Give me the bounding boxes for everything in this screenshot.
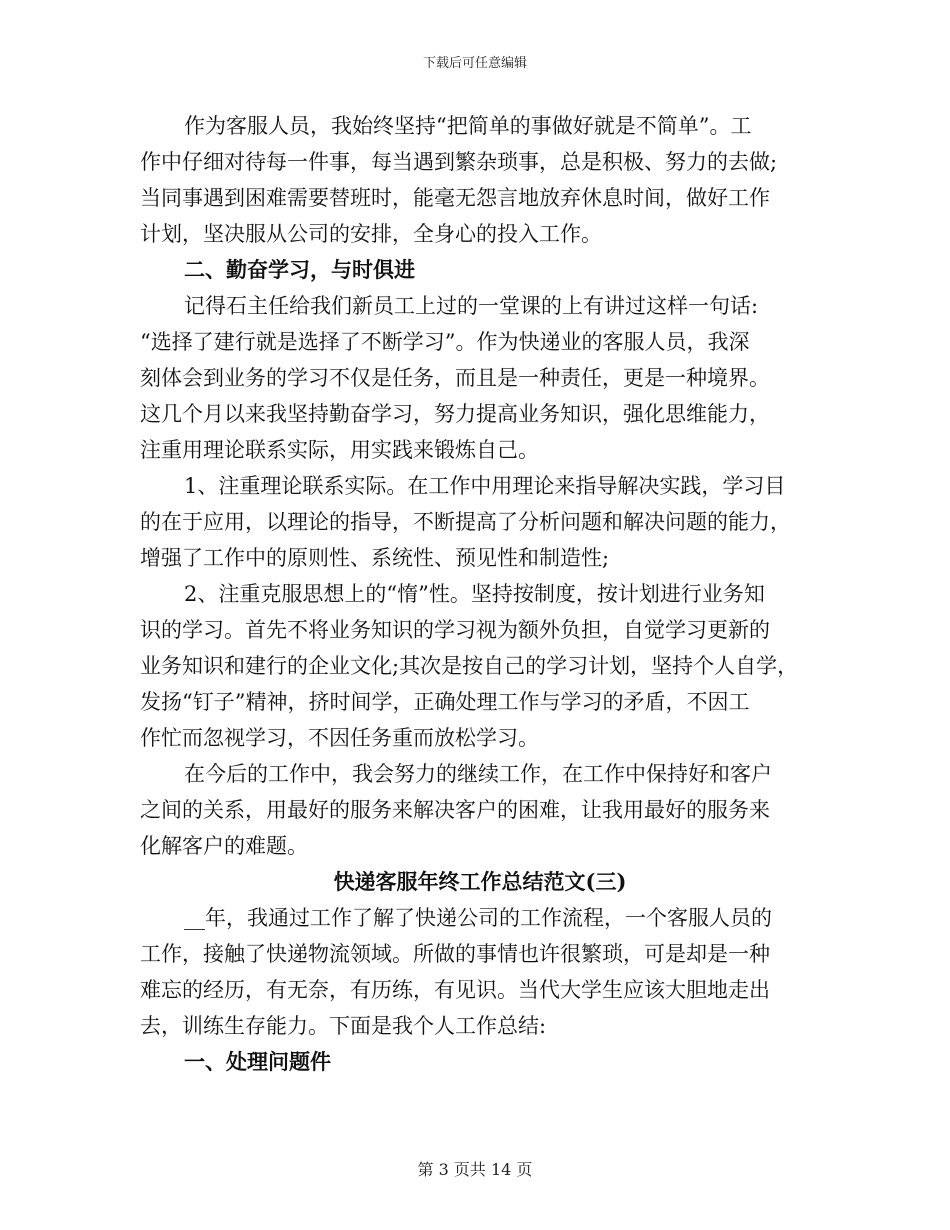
paragraph-line: 计划，坚决服从公司的安排，全身心的投入工作。: [140, 222, 602, 246]
section-heading: 二、勤奋学习，与时俱进: [184, 257, 415, 282]
paragraph-line: 1、注重理论联系实际。在工作中用理论来指导解决实践，学习目: [184, 474, 786, 498]
paragraph-line: 工作，接触了快递物流领域。所做的事情也许很繁琐，可是却是一种: [140, 942, 770, 966]
paragraph-line: 的在于应用，以理论的指导，不断提高了分析问题和解决问题的能力，: [140, 510, 791, 534]
paragraph-line: 2、注重克服思想上的“惰”性。坚持按制度，按计划进行业务知: [184, 582, 765, 606]
document-body: [140, 108, 820, 1080]
paragraph-line: 刻体会到业务的学习不仅是任务，而且是一种责任，更是一种境界。: [140, 366, 770, 390]
page-number: 第 3 页共 14 页: [417, 1160, 533, 1179]
paragraph-line: 增强了工作中的原则性、系统性、预见性和制造性;: [140, 546, 610, 570]
paragraph-line: 注重用理论联系实际，用实践来锻炼自己。: [140, 438, 539, 462]
document-title: 快递客服年终工作总结范文(三): [333, 869, 627, 894]
paragraph-line: 作忙而忽视学习，不因任务重而放松学习。: [140, 726, 539, 750]
paragraph-line: 识的学习。首先不将业务知识的学习视为额外负担，自觉学习更新的: [140, 618, 770, 642]
paragraph-line: __年，我通过工作了解了快递公司的工作流程，一个客服人员的: [184, 906, 772, 930]
section-heading: 一、处理问题件: [184, 1049, 331, 1074]
paragraph-line: 作中仔细对待每一件事，每当遇到繁杂琐事，总是积极、努力的去做;: [140, 150, 778, 174]
paragraph-line: 这几个月以来我坚持勤奋学习，努力提高业务知识，强化思维能力，: [140, 402, 770, 426]
paragraph-line: 发扬“钉子”精神，挤时间学，正确处理工作与学习的矛盾，不因工: [140, 690, 750, 714]
paragraph-line: 在今后的工作中，我会努力的继续工作，在工作中保持好和客户: [184, 762, 772, 786]
paragraph-line: 作为客服人员，我始终坚持“把简单的事做好就是不简单”。工: [184, 114, 752, 138]
paragraph-line: 之间的关系，用最好的服务来解决客户的困难，让我用最好的服务来: [140, 798, 770, 822]
paragraph-line: 当同事遇到困难需要替班时，能毫无怨言地放弃休息时间，做好工作: [140, 186, 770, 210]
paragraph-line: 去，训练生存能力。下面是我个人工作总结:: [140, 1014, 547, 1038]
paragraph-line: 记得石主任给我们新员工上过的一堂课的上有讲过这样一句话:: [184, 294, 759, 318]
paragraph-line: 难忘的经历，有无奈，有历练，有见识。当代大学生应该大胆地走出: [140, 978, 770, 1002]
paragraph-line: “选择了建行就是选择了不断学习”。作为快递业的客服人员，我深: [140, 330, 750, 354]
paragraph-line: 业务知识和建行的企业文化;其次是按自己的学习计划，坚持个人自学，: [140, 654, 799, 678]
paragraph-line: 化解客户的难题。: [140, 834, 308, 858]
page-header-note: 下载后可任意编辑: [422, 56, 527, 71]
